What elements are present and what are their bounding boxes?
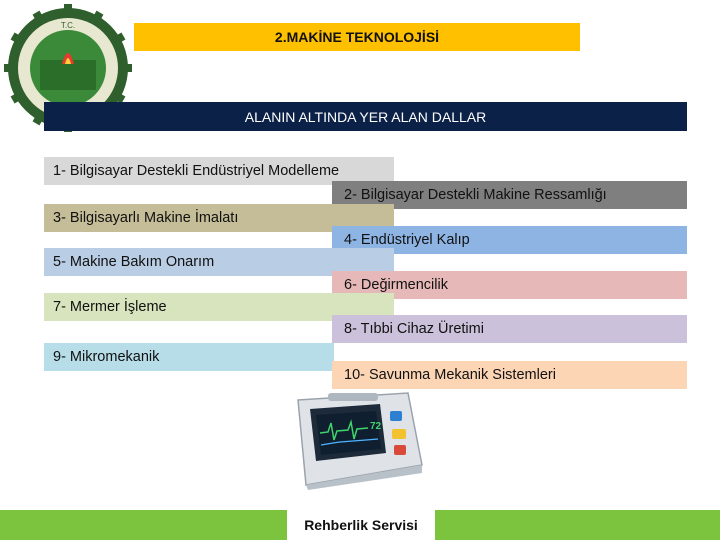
branch-2: 2- Bilgisayar Destekli Makine Ressamlığı	[332, 181, 687, 209]
branch-4: 4- Endüstriyel Kalıp	[332, 226, 687, 254]
branch-9: 9- Mikromekanik	[44, 343, 334, 371]
logo-top-text: T.C.	[60, 21, 76, 30]
branch-7: 7- Mermer İşleme	[44, 293, 394, 321]
page-title: 2.MAKİNE TEKNOLOJİSİ	[134, 23, 580, 51]
medical-monitor-icon	[288, 385, 426, 490]
footer-label: Rehberlik Servisi	[287, 510, 435, 540]
branch-5: 5- Makine Bakım Onarım	[44, 248, 394, 276]
branch-10: 10- Savunma Mekanik Sistemleri	[332, 361, 687, 389]
branch-6: 6- Değirmencilik	[332, 271, 687, 299]
device-screen-value: 72	[370, 421, 382, 432]
branch-3: 3- Bilgisayarlı Makine İmalatı	[44, 204, 394, 232]
branch-1: 1- Bilgisayar Destekli Endüstriyel Modelleme	[44, 157, 394, 185]
branch-8: 8- Tıbbi Cihaz Üretimi	[332, 315, 687, 343]
section-subtitle: ALANIN ALTINDA YER ALAN DALLAR	[44, 102, 687, 131]
